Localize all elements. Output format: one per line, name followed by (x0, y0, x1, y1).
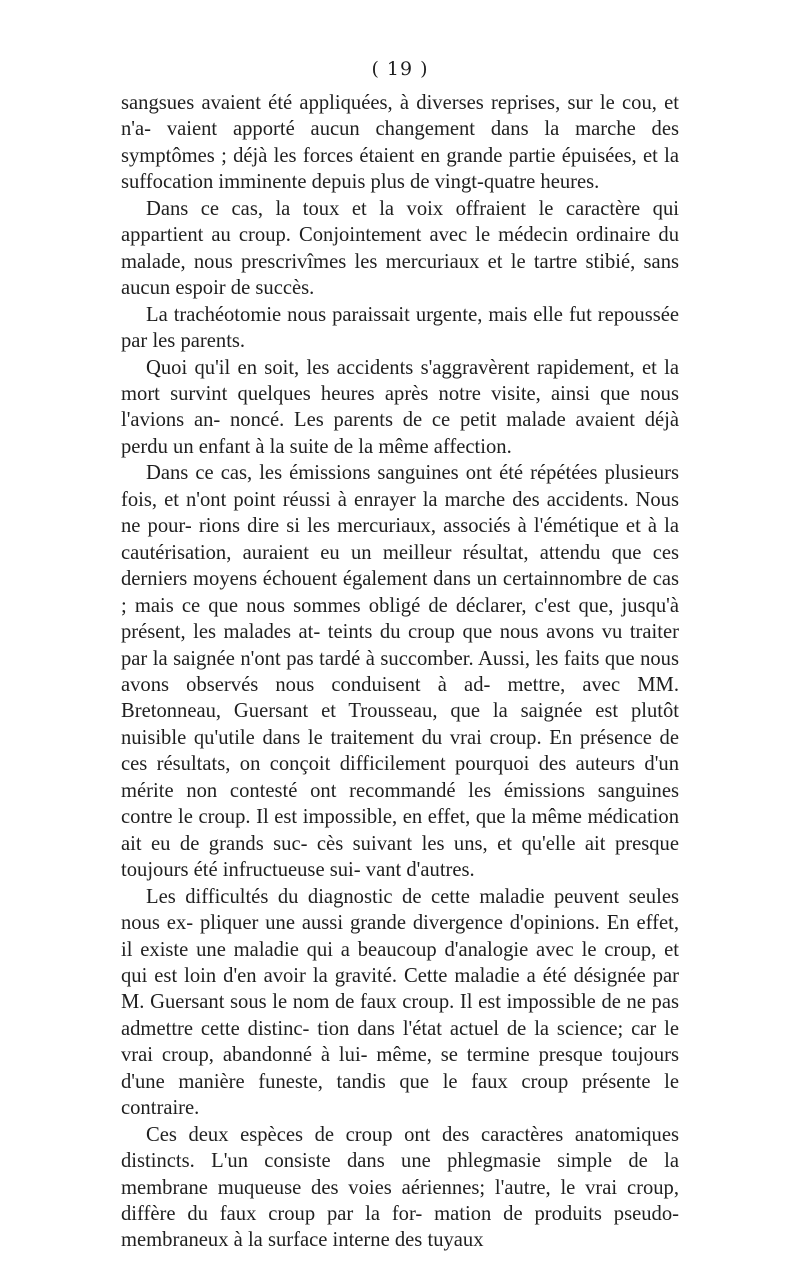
body-text (121, 90, 679, 1254)
paragraph: Les difficultés du diagnostic de cette maladie peuvent seules nous ex- pliquer une aussi grande divergence d'opinions. En effet, il existe une maladie qui a beaucoup d'analogie avec le croup, et qui est loin d'en avoir la gravité. Cette maladie a été désignée par M. Guersant sous le nom de faux croup. Il est impossible de ne pas admettre cette distinc- tion dans l'état actuel de la science; car le vrai croup, abandonné à lui- même, se termine presque toujours d'une manière funeste, tandis que le faux croup présente le contraire. (121, 885, 679, 1120)
paragraph: Dans ce cas, la toux et la voix offraient le caractère qui appartient au croup. Conjointement avec le médecin ordinaire du malade, nous prescrivîmes les mercuriaux et le tartre stibié, sans aucun espoir de succès. (121, 197, 679, 300)
paragraph: Ces deux espèces de croup ont des caractères anatomiques distincts. L'un consiste dans une phlegmasie simple de la membrane muqueuse des voies aériennes; l'autre, le vrai croup, diffère du faux croup par la for- mation de produits pseudo-membraneux à la surface interne des tuyaux (121, 1123, 679, 1252)
paragraph: La trachéotomie nous paraissait urgente, mais elle fut repoussée par les parents. (121, 303, 679, 353)
paragraph-continuation: sangsues avaient été appliquées, à diverses reprises, sur le cou, et n'a- vaient apporté aucun changement dans la marche des symptômes ; déjà les forces étaient en grande partie épuisées, et la suffocation imminente depuis plus de vingt-quatre heures. (121, 92, 679, 194)
paragraph: Dans ce cas, les émissions sanguines ont été répétées plusieurs fois, et n'ont point réussi à enrayer la marche des accidents. Nous ne pour- rions dire si les mercuriaux, associés à l'émétique et à la cautérisation, auraient eu un meilleur résultat, attendu que ces derniers moyens échouent également dans un certainnombre de cas ; mais ce que nous sommes obligé de déclarer, c'est que, jusqu'à présent, les malades at- teints du croup que nous avons vu traiter par la saignée n'ont pas tardé à succomber. Aussi, les faits que nous avons observés nous conduisent à ad- mettre, avec MM. Bretonneau, Guersant et Trousseau, que la saignée est plutôt nuisible qu'utile dans le traitement du vrai croup. En présence de ces résultats, on conçoit difficilement pourquoi des auteurs d'un mérite non contesté ont recommandé les émissions sanguines contre le croup. Il est impossible, en effet, que la même médication ait eu de grands suc- cès suivant les uns, et qu'elle ait presque toujours été infructueuse sui- vant d'autres. (121, 462, 679, 882)
paragraph: Quoi qu'il en soit, les accidents s'aggravèrent rapidement, et la mort survint quelques heures après notre visite, ainsi que nous l'avions an- noncé. Les parents de ce petit malade avaient déjà perdu un enfant à la suite de la même affection. (121, 356, 679, 458)
page-number: ( 19 ) (371, 58, 429, 80)
